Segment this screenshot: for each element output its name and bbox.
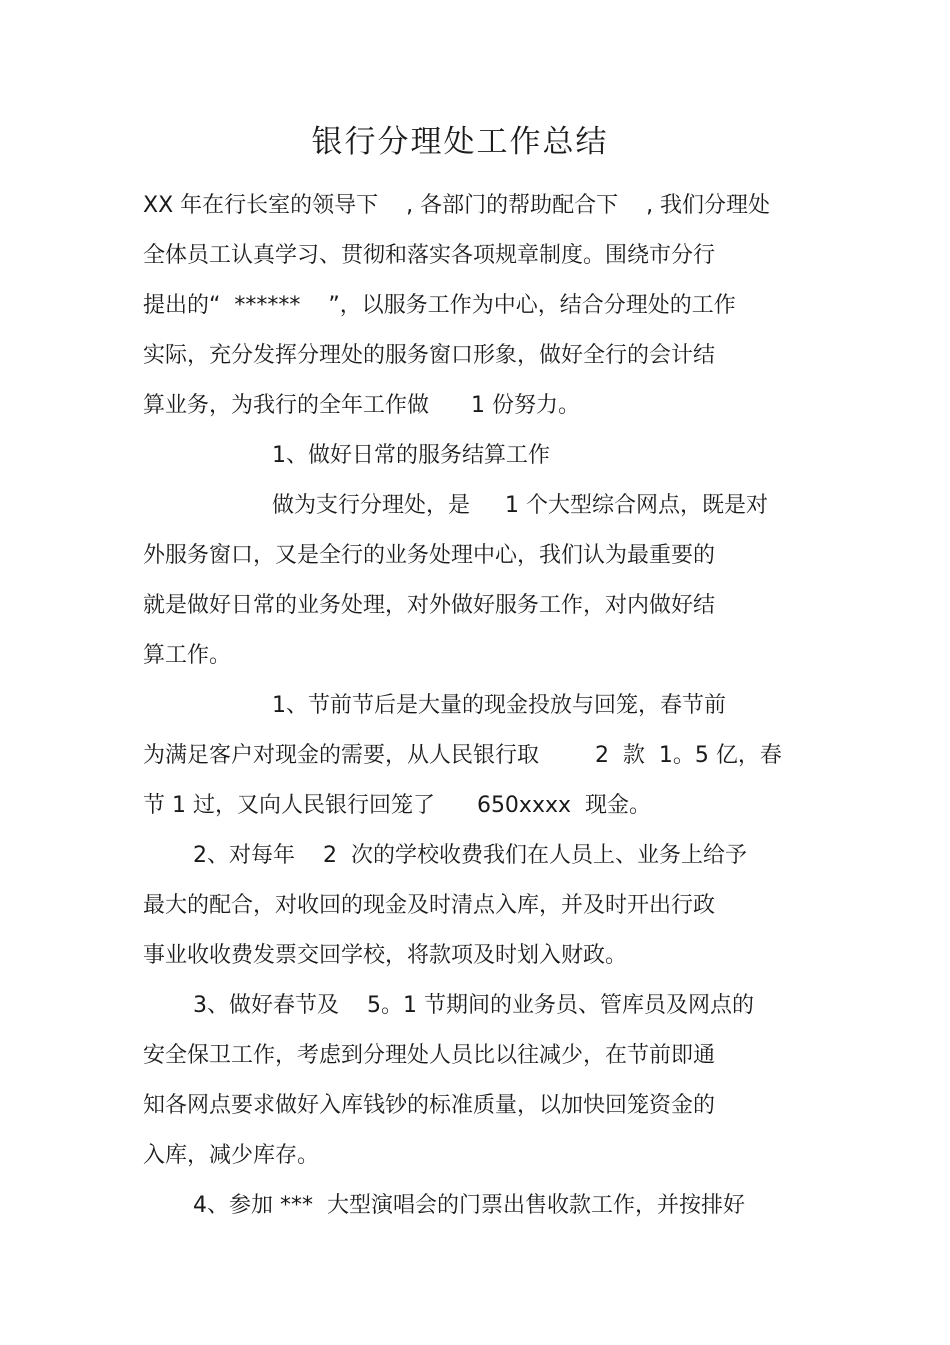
paragraph-line: 实际，充分发挥分理处的服务窗口形象，做好全行的会计结 xyxy=(143,343,716,368)
paragraph-line: 提出的“ ****** ”，以服务工作为中心，结合分理处的工作 xyxy=(143,293,736,318)
paragraph-line: 安全保卫工作，考虑到分理处人员比以往减少，在节前即通 xyxy=(143,1043,716,1068)
paragraph-line: 节 1 过，又向人民银行回笼了 650xxxx 现金。 xyxy=(143,793,651,818)
paragraph-line: 算工作。 xyxy=(143,643,232,668)
list-item: 2、对每年 2 次的学校收费我们在人员上、业务上给予 xyxy=(193,843,747,868)
paragraph-line: XX 年在行长室的领导下 , 各部门的帮助配合下 , 我们分理处 xyxy=(143,193,771,218)
paragraph-line: 做为支行分理处，是 1 个大型综合网点，既是对 xyxy=(272,493,768,518)
paragraph-line: 最大的配合，对收回的现金及时清点入库，并及时开出行政 xyxy=(143,893,716,918)
paragraph-line: 全体员工认真学习、贯彻和落实各项规章制度。围绕市分行 xyxy=(143,243,716,268)
paragraph-line: 就是做好日常的业务处理，对外做好服务工作，对内做好结 xyxy=(143,593,716,618)
document-title: 银行分理处工作总结 xyxy=(311,124,609,160)
paragraph-line: 事业收收费发票交回学校，将款项及时划入财政。 xyxy=(143,943,628,968)
list-item: 1、节前节后是大量的现金投放与回笼，春节前 xyxy=(272,693,726,718)
paragraph-line: 入库，减少库存。 xyxy=(143,1143,320,1168)
paragraph-line: 知各网点要求做好入库钱钞的标准质量，以加快回笼资金的 xyxy=(143,1093,716,1118)
paragraph-line: 外服务窗口，又是全行的业务处理中心，我们认为最重要的 xyxy=(143,543,716,568)
paragraph-line: 为满足客户对现金的需要，从人民银行取 2 款 1。5 亿，春 xyxy=(143,743,782,768)
section-heading: 1、做好日常的服务结算工作 xyxy=(272,443,550,468)
list-item: 3、做好春节及 5。1 节期间的业务员、管库员及网点的 xyxy=(193,993,754,1018)
list-item: 4、参加 *** 大型演唱会的门票出售收款工作，并按排好 xyxy=(193,1193,745,1218)
paragraph-line: 算业务，为我行的全年工作做 1 份努力。 xyxy=(143,393,580,418)
